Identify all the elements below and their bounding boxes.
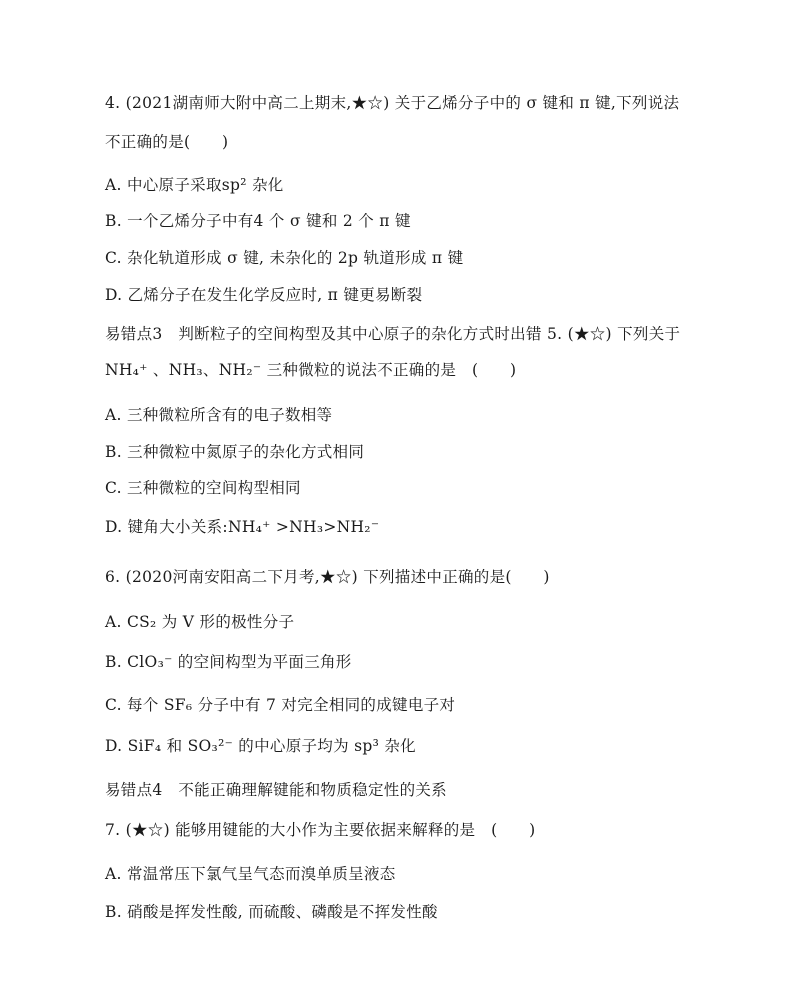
question-4-option-d: D. 乙烯分子在发生化学反应时, π 键更易断裂 bbox=[105, 286, 423, 304]
question-5-option-b: B. 三种微粒中氮原子的杂化方式相同 bbox=[105, 443, 365, 461]
question-4-stem-line2: 不正确的是( ) bbox=[105, 133, 229, 151]
question-6-option-a: A. CS₂ 为 V 形的极性分子 bbox=[105, 613, 295, 631]
error-point-4-heading: 易错点4 不能正确理解键能和物质稳定性的关系 bbox=[105, 781, 447, 799]
question-5-stem-line2: NH₄⁺ 、NH₃、NH₂⁻ 三种微粒的说法不正确的是 ( ) bbox=[105, 361, 517, 379]
question-6-stem: 6. (2020河南安阳高二下月考,★☆) 下列描述中正确的是( ) bbox=[105, 568, 550, 586]
question-6-option-c: C. 每个 SF₆ 分子中有 7 对完全相同的成键电子对 bbox=[105, 696, 456, 714]
question-7-option-a: A. 常温常压下氯气呈气态而溴单质呈液态 bbox=[105, 865, 396, 883]
question-7-option-b: B. 硝酸是挥发性酸, 而硫酸、磷酸是不挥发性酸 bbox=[105, 903, 438, 921]
question-4-option-c: C. 杂化轨道形成 σ 键, 未杂化的 2p 轨道形成 π 键 bbox=[105, 249, 464, 267]
question-7-stem: 7. (★☆) 能够用键能的大小作为主要依据来解释的是 ( ) bbox=[105, 821, 536, 839]
question-4-option-a: A. 中心原子采取sp² 杂化 bbox=[105, 176, 284, 194]
error-point-3-and-question-5-stem: 易错点3 判断粒子的空间构型及其中心原子的杂化方式时出错 5. (★☆) 下列关于 bbox=[105, 325, 681, 343]
question-6-option-d: D. SiF₄ 和 SO₃²⁻ 的中心原子均为 sp³ 杂化 bbox=[105, 737, 416, 755]
question-5-option-a: A. 三种微粒所含有的电子数相等 bbox=[105, 406, 333, 424]
question-5-option-d: D. 键角大小关系:NH₄⁺ >NH₃>NH₂⁻ bbox=[105, 518, 380, 536]
question-4-stem-line1: 4. (2021湖南师大附中高二上期末,★☆) 关于乙烯分子中的 σ 键和 π 键,下列说法 bbox=[105, 94, 680, 112]
question-5-option-c: C. 三种微粒的空间构型相同 bbox=[105, 479, 301, 497]
question-4-option-b: B. 一个乙烯分子中有4 个 σ 键和 2 个 π 键 bbox=[105, 212, 411, 230]
question-6-option-b: B. ClO₃⁻ 的空间构型为平面三角形 bbox=[105, 653, 352, 671]
